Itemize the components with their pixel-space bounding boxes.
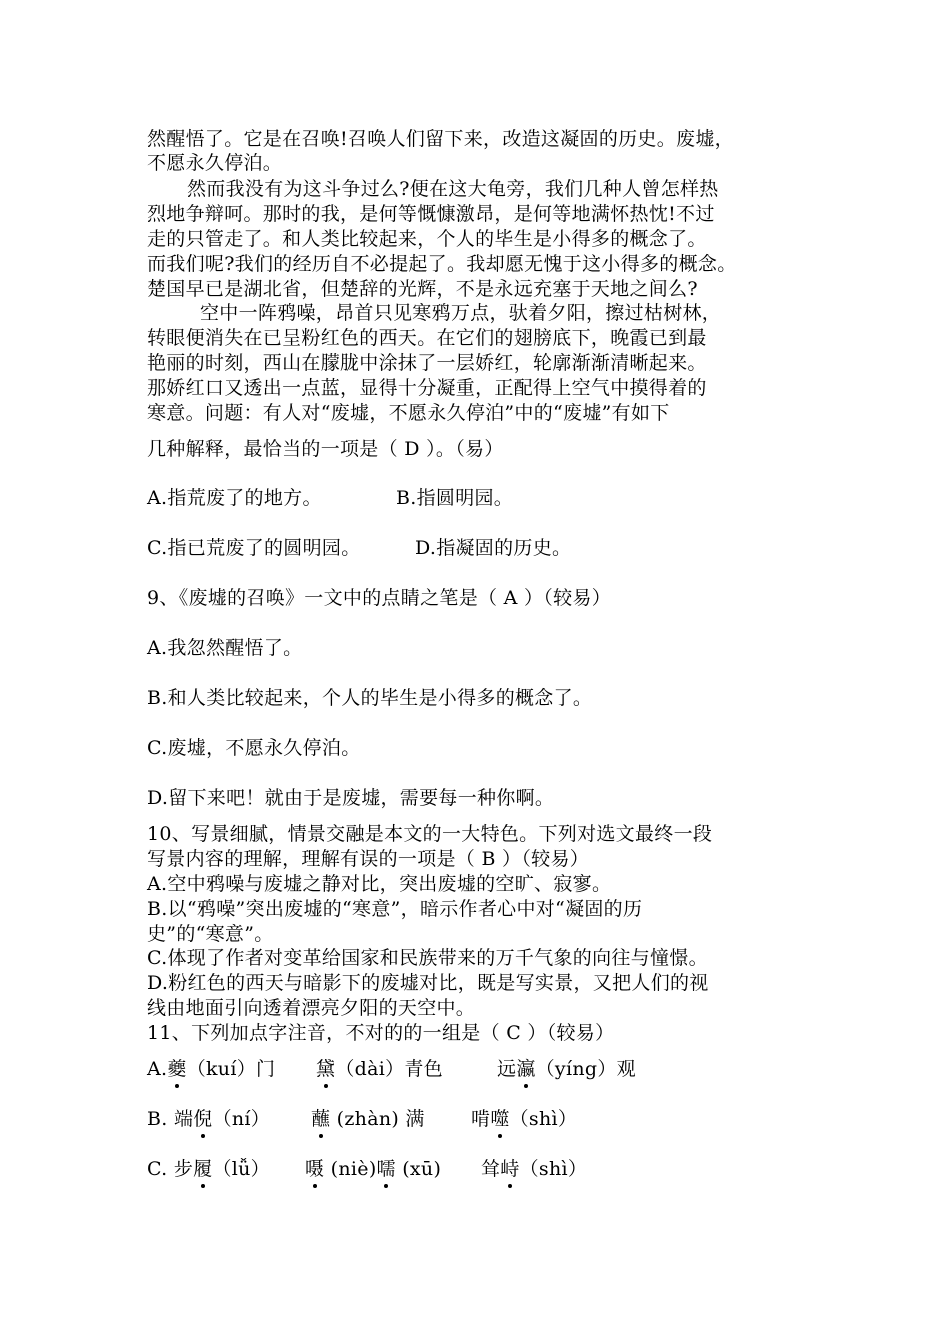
- question-11-option-b-word-3: [471, 1107, 577, 1131]
- pinyin-text: （kuí）门: [186, 1058, 276, 1080]
- passage-line: 然醒悟了。它是在召唤!召唤人们留下来，改造这凝固的历史。废墟，: [147, 128, 734, 150]
- question-11-stem: 11、下列加点字注音，不对的的一组是（ C ）（较易）: [147, 1022, 615, 1044]
- question-11-option-c-word-2: [305, 1157, 441, 1181]
- plain-character: 啃: [471, 1108, 491, 1130]
- option-label: A.: [147, 1058, 168, 1080]
- pinyin-text: (niè): [324, 1158, 377, 1180]
- plain-character: 远: [497, 1058, 517, 1080]
- dotted-character: 嚅: [376, 1158, 396, 1180]
- passage-line: 寒意。问题：有人对“废墟，不愿永久停泊”中的“废墟”有如下: [147, 402, 670, 424]
- passage-line: 不愿永久停泊。: [147, 152, 283, 174]
- question-8-stem: 几种解释，最恰当的一项是（ D ）。（易）: [147, 438, 504, 460]
- question-9-option-a: A.我忽然醒悟了。: [147, 637, 303, 659]
- question-9-stem: 9、《废墟的召唤》一文中的点睛之笔是（ A ）（较易）: [147, 587, 611, 609]
- plain-character: 耸: [481, 1158, 501, 1180]
- question-11-option-b: [147, 1107, 270, 1131]
- passage-line: 然而我没有为这斗争过么?便在这大龟旁，我们几种人曾怎样热: [187, 178, 719, 200]
- pinyin-text: （shì）: [519, 1158, 588, 1180]
- question-11-option-a-word-2: [316, 1057, 443, 1081]
- passage-line: 而我们呢?我们的经历自不必提起了。我却愿无愧于这小得多的概念。: [147, 253, 737, 275]
- question-11-option-a: [147, 1057, 275, 1081]
- question-10-stem: 10、写景细腻，情景交融是本文的一大特色。下列对选文最终一段: [147, 823, 713, 845]
- dotted-character: 倪: [193, 1108, 213, 1130]
- passage-line: 艳丽的时刻，西山在朦胧中涂抹了一层娇红，轮廓渐渐清晰起来。: [147, 352, 707, 374]
- pinyin-text: （ní）: [212, 1108, 271, 1130]
- passage-line: 空中一阵鸦噪，昂首只见寒鸦万点，驮着夕阳，擦过枯树林，: [200, 302, 722, 324]
- question-11-option-a-word-3: [497, 1057, 636, 1081]
- dotted-character: 黛: [316, 1058, 336, 1080]
- pinyin-text: (zhàn) 满: [330, 1108, 425, 1130]
- question-8-option-c: C.指已荒废了的圆明园。: [147, 537, 361, 559]
- question-10-option-d: 线由地面引向透着漂亮夕阳的天空中。: [147, 997, 476, 1019]
- passage-line: 烈地争辩呵。那时的我，是何等慨慷激昂，是何等地满怀热忱!不过: [147, 203, 715, 225]
- plain-character: 步: [173, 1158, 194, 1180]
- pinyin-text: （lǚ）: [212, 1158, 270, 1180]
- dotted-character: 嗫: [305, 1158, 325, 1180]
- question-10-option-b: B.以“鸦噪”突出废墟的“寒意”，暗示作者心中对“凝固的历: [147, 898, 643, 920]
- dotted-character: 蘸: [311, 1108, 331, 1130]
- question-8-option-b: B.指圆明园。: [396, 487, 514, 509]
- option-label: B.: [147, 1108, 174, 1130]
- dotted-character: 履: [193, 1158, 213, 1180]
- dotted-character: 峙: [500, 1158, 520, 1180]
- pinyin-text: （yíng）观: [535, 1058, 636, 1080]
- pinyin-text: （shì）: [509, 1108, 578, 1130]
- question-10-option-a: A.空中鸦噪与废墟之静对比，突出废墟的空旷、寂寥。: [147, 873, 612, 895]
- question-9-option-b: B.和人类比较起来，个人的毕生是小得多的概念了。: [147, 687, 593, 709]
- question-10-option-c: C.体现了作者对变革给国家和民族带来的万千气象的向往与憧憬。: [147, 947, 708, 969]
- question-10-option-b: 史”的“寒意”。: [147, 923, 274, 945]
- passage-line: 那娇红口又透出一点蓝，显得十分凝重，正配得上空气中摸得着的: [147, 377, 707, 399]
- question-11-option-c: [147, 1157, 270, 1181]
- question-10-stem: 写景内容的理解，理解有误的一项是（ B ）（较易）: [147, 848, 590, 870]
- option-label: C.: [147, 1158, 174, 1180]
- question-10-option-d: D.粉红色的西天与暗影下的废墟对比，既是写实景，又把人们的视: [147, 972, 709, 994]
- dotted-character: 噬: [490, 1108, 510, 1130]
- question-8-option-a: A.指荒废了的地方。: [147, 487, 322, 509]
- dotted-character: 夔: [167, 1058, 187, 1080]
- pinyin-text: (xū): [395, 1158, 442, 1180]
- passage-line: 走的只管走了。和人类比较起来，个人的毕生是小得多的概念了。: [147, 228, 707, 250]
- question-11-option-b-word-2: [311, 1107, 425, 1131]
- dotted-character: 瀛: [516, 1058, 536, 1080]
- pinyin-text: （dài）青色: [335, 1058, 443, 1080]
- question-8-option-d: D.指凝固的历史。: [415, 537, 572, 559]
- question-11-option-c-word-3: [481, 1157, 587, 1181]
- plain-character: 端: [173, 1108, 194, 1130]
- passage-line: 楚国早已是湖北省，但楚辞的光辉，不是永远充塞于天地之间么?: [147, 278, 698, 300]
- question-9-option-c: C.废墟，不愿永久停泊。: [147, 737, 361, 759]
- question-9-option-d: D.留下来吧！就由于是废墟，需要每一种你啊。: [147, 787, 555, 809]
- passage-line: 转眼便消失在已呈粉红色的西天。在它们的翅膀底下，晚霞已到最: [147, 327, 707, 349]
